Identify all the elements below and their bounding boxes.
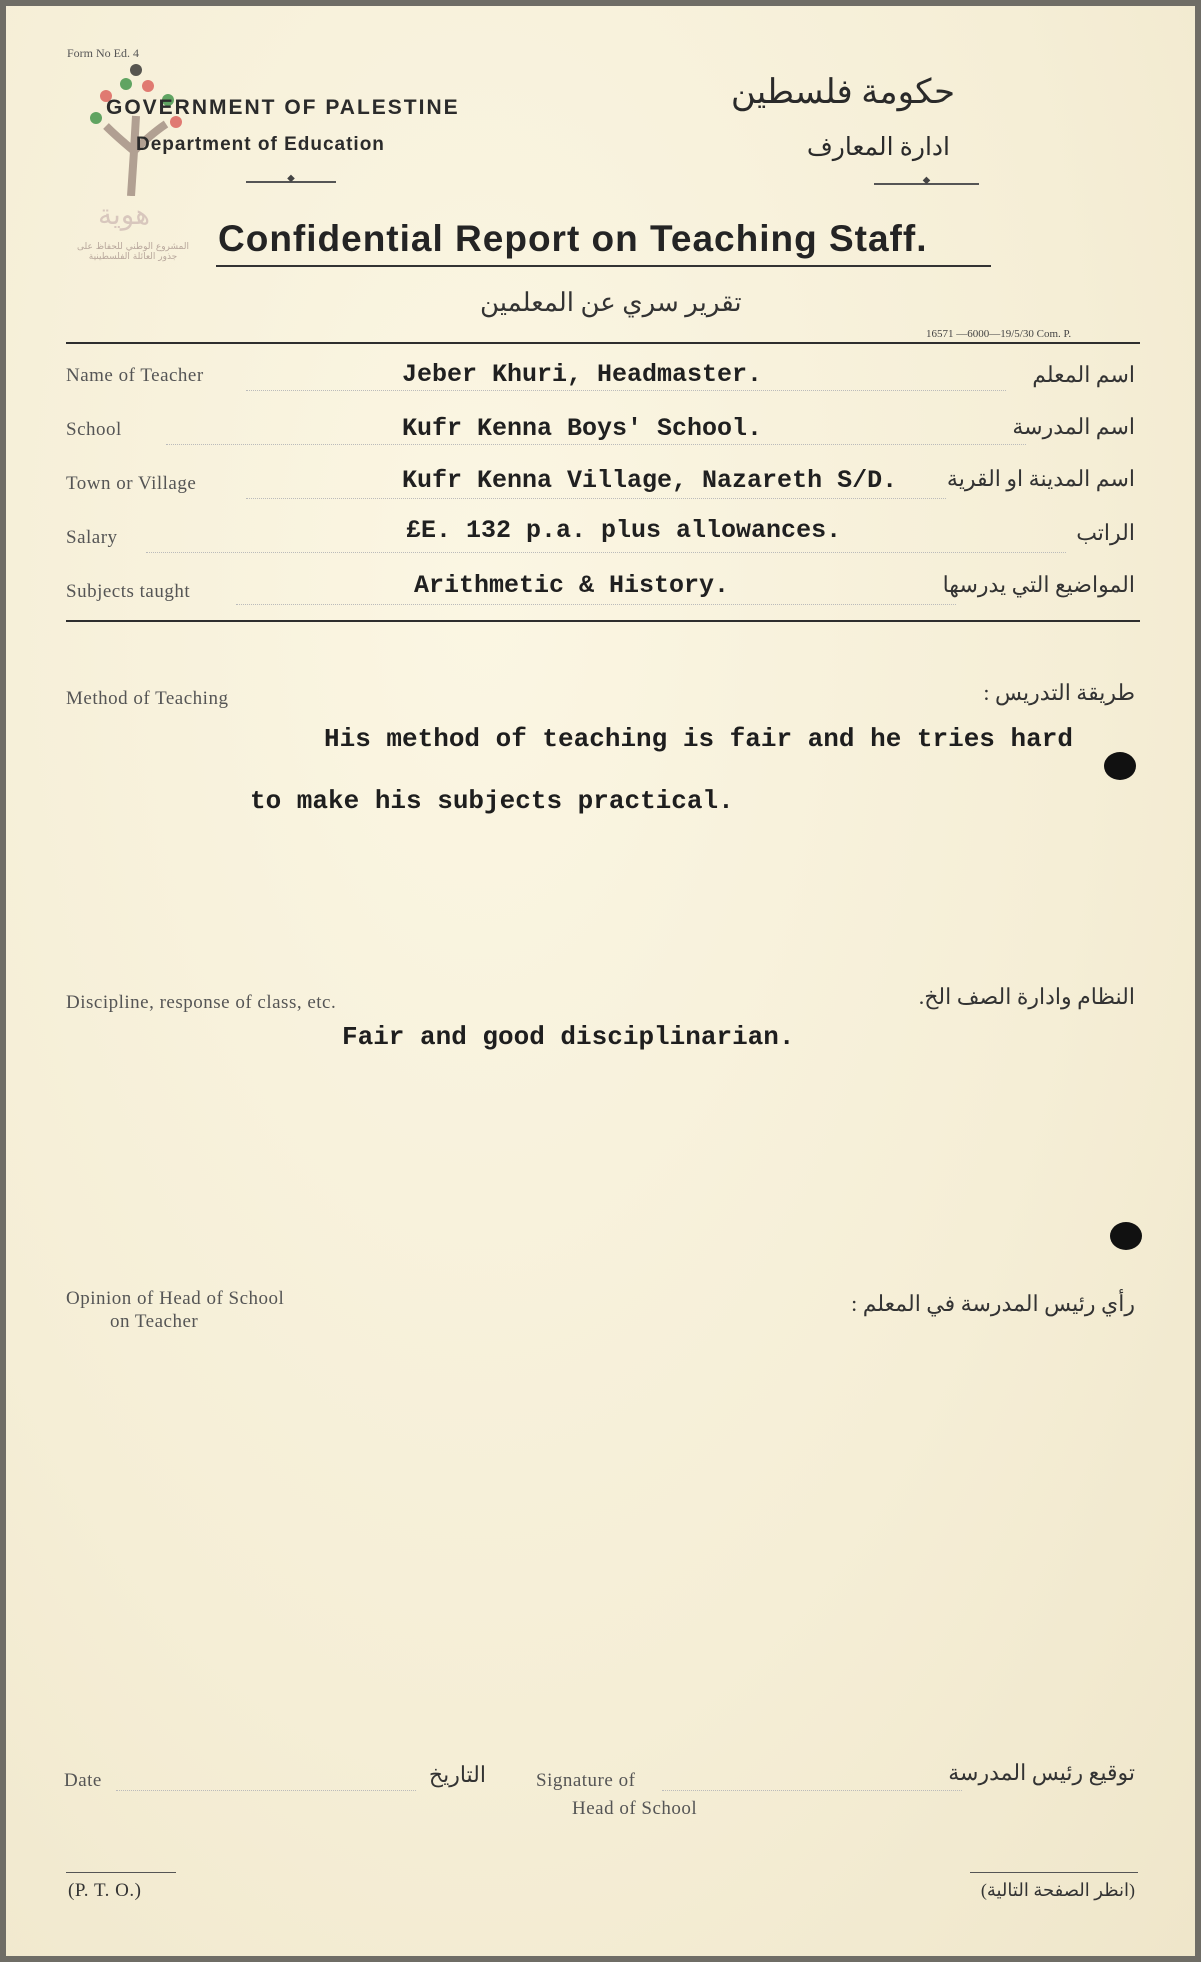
- punch-hole: [1104, 752, 1136, 780]
- discipline-value: Fair and good disciplinarian.: [342, 1022, 795, 1052]
- field-value-teacher: Jeber Khuri, Headmaster.: [402, 360, 763, 389]
- field-label-school: School: [66, 419, 122, 440]
- field-label-school-arabic: اسم المدرسة: [1012, 414, 1135, 439]
- field-label-town-arabic: اسم المدينة او القرية: [946, 466, 1135, 491]
- opinion-label-arabic: رأي رئيس المدرسة في المعلم :: [851, 1291, 1135, 1316]
- date-line: [116, 1790, 416, 1791]
- field-value-salary: £E. 132 p.a. plus allowances.: [406, 516, 842, 545]
- field-value-school: Kufr Kenna Boys' School.: [402, 414, 763, 443]
- date-label-arabic: التاريخ: [428, 1762, 486, 1787]
- punch-hole: [1110, 1222, 1142, 1250]
- pto-label-arabic: (انظر الصفحة التالية): [980, 1880, 1135, 1900]
- field-line: [246, 390, 1006, 391]
- ornament-divider-arabic: [874, 183, 979, 185]
- signature-label-2: Head of School: [572, 1798, 698, 1819]
- government-heading: GOVERNMENT OF PALESTINE: [106, 96, 460, 119]
- discipline-label-arabic: النظام وادارة الصف الخ.: [918, 984, 1135, 1009]
- field-line: [146, 552, 1066, 553]
- form-number: Form No Ed. 4: [67, 46, 139, 60]
- method-label-arabic: طريقة التدريس :: [983, 680, 1135, 705]
- ornament-divider: [246, 181, 336, 183]
- pto-label: (P. T. O.): [68, 1880, 142, 1901]
- watermark-caption: المشروع الوطني للحفاظ على جذور العائلة الفلسطينية: [76, 242, 189, 262]
- tree-logo-icon: [76, 56, 196, 196]
- discipline-label: Discipline, response of class, etc.: [66, 992, 337, 1013]
- signature-label-arabic: توقيع رئيس المدرسة: [948, 1760, 1135, 1785]
- report-form-page: [6, 6, 1195, 1956]
- department-heading: Department of Education: [136, 134, 385, 155]
- field-value-subjects: Arithmetic & History.: [414, 571, 730, 600]
- watermark-text: هوية: [98, 200, 151, 231]
- opinion-label-2: on Teacher: [110, 1311, 199, 1332]
- method-text-line-1: His method of teaching is fair and he tries hard: [324, 724, 1073, 754]
- field-label-subjects: Subjects taught: [66, 581, 191, 602]
- field-label-salary: Salary: [66, 527, 118, 548]
- field-line: [236, 604, 956, 605]
- title-underline: [216, 265, 991, 267]
- field-value-town: Kufr Kenna Village, Nazareth S/D.: [402, 466, 898, 495]
- field-label-teacher-arabic: اسم المعلم: [1032, 362, 1135, 387]
- field-label-salary-arabic: الراتب: [1076, 520, 1135, 545]
- method-label: Method of Teaching: [66, 688, 229, 709]
- field-line: [166, 444, 1026, 445]
- signature-line: [662, 1790, 962, 1791]
- page-title: Confidential Report on Teaching Staff.: [218, 218, 928, 259]
- signature-label: Signature of: [536, 1770, 636, 1791]
- page-title-arabic: تقرير سري عن المعلمين: [480, 288, 742, 317]
- top-rule: [66, 342, 1140, 344]
- field-label-teacher: Name of Teacher: [66, 365, 204, 386]
- print-code: 16571 —6000—19/5/30 Com. P.: [926, 328, 1072, 340]
- date-label: Date: [64, 1770, 102, 1791]
- field-label-town: Town or Village: [66, 473, 197, 494]
- department-heading-arabic: ادارة المعارف: [806, 134, 950, 161]
- field-label-subjects-arabic: المواضيع التي يدرسها: [942, 572, 1135, 597]
- footer-rule-right: [970, 1872, 1138, 1873]
- opinion-label: Opinion of Head of School: [66, 1288, 285, 1309]
- field-line: [246, 498, 946, 499]
- method-text-line-2: to make his subjects practical.: [250, 786, 734, 816]
- government-heading-arabic: حكومة فلسطين: [730, 74, 955, 111]
- footer-rule-left: [66, 1872, 176, 1873]
- fields-bottom-rule: [66, 620, 1140, 622]
